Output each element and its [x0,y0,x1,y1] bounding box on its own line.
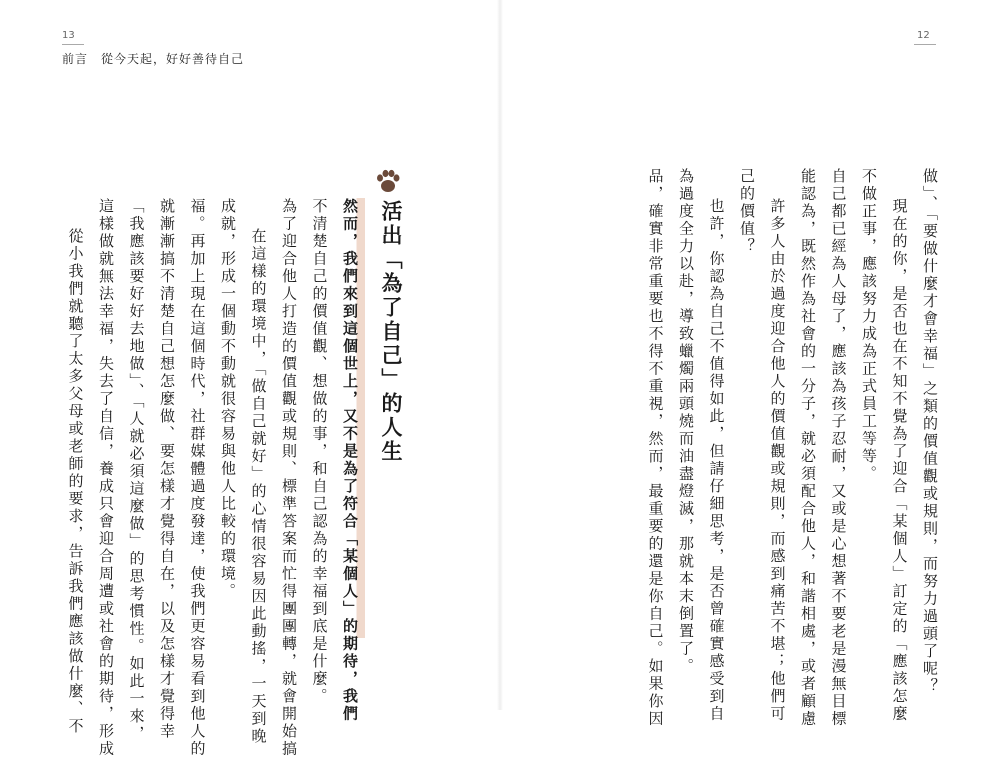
body-column-10: 然而，我們來到這個世上，又不是為了符合「某個人」的期待，我們 [335,198,366,638]
paw-print-icon [374,168,402,196]
body-column-4: 就漸漸搞不清楚自己想怎麼做、要怎樣才覺得自在，以及怎樣才覺得幸 [158,198,176,741]
body-column-4: 己的價值？ [738,168,756,256]
body-column-2: 為過度全力以赴，導致蠟燭兩頭燒而油盡燈滅，那就本末倒置了。 [677,168,695,676]
body-column-3: 也許，你認為自己不值得如此，但請仔細思考，是否曾確實感受到自 [707,198,726,723]
chapter-title: 前言 從今天起，好好善待自己 [62,52,245,66]
body-column-6: 成就，形成一個動不動就很容易與他人比較的環境。 [219,198,237,601]
body-column-7: 在這樣的環境中，「做自己就好」的心情很容易因此動搖，一天到晚 [249,228,268,746]
body-column-6: 能認為，既然作為社會的一分子，就必須配合他人，和諧相處，或者顧慮 [799,168,817,728]
page-number-right: 12 [917,30,930,41]
page-number-underline-right [914,44,936,45]
page-number-left: 13 [62,30,75,41]
body-column-9: 現在的你，是否也在不知不覺為了迎合「某個人」訂定的「應該怎麼 [890,198,909,723]
right-page-body [640,168,945,728]
body-column-5: 許多人由於過度迎合他人的價值觀或規則，而感到痛苦不堪；他們可 [768,198,787,723]
body-column-1: 從小我們就聽了太多父母或老師的要求，告訴我們應該做什麼、不 [66,228,85,736]
body-column-2: 這樣做就無法幸福，失去了自信，養成只會迎合周遭或社會的期待，形成 [97,198,115,758]
body-column-3: 「我應該要好好去地做」、「人就必須這麼做」的思考慣性。如此一來， [127,198,146,743]
body-column-10: 做」、「要做什麼才會幸福」之類的價值觀或規則，而努力過頭了呢？ [921,168,939,696]
body-column-8: 為了迎合他人打造的價值觀或規則、標準答案而忙得團團轉，就會開始搞 [280,198,298,758]
body-column-1: 品，確實非常重要也不得不重視，然而，最重要的還是你自己。如果你因 [646,168,665,728]
body-column-9: 不清楚自己的價值觀、想做的事，和自己認為的幸福到底是什麼。 [310,198,329,706]
body-column-5: 福。再加上現在這個時代，社群媒體過度發達，使我們更容易看到他人的 [188,198,207,758]
page-number-underline-left [62,44,84,45]
body-column-7: 自己都已經為人母了，應該為孩子忍耐，又或是心想著不要老是漫無目標 [829,168,848,728]
section-heading: 活出「為了自己」的人生 [379,200,403,464]
right-page [500,0,1000,728]
left-page-body [60,198,365,758]
body-column-8: 不做正事，應該努力成為正式員工等等。 [860,168,878,483]
